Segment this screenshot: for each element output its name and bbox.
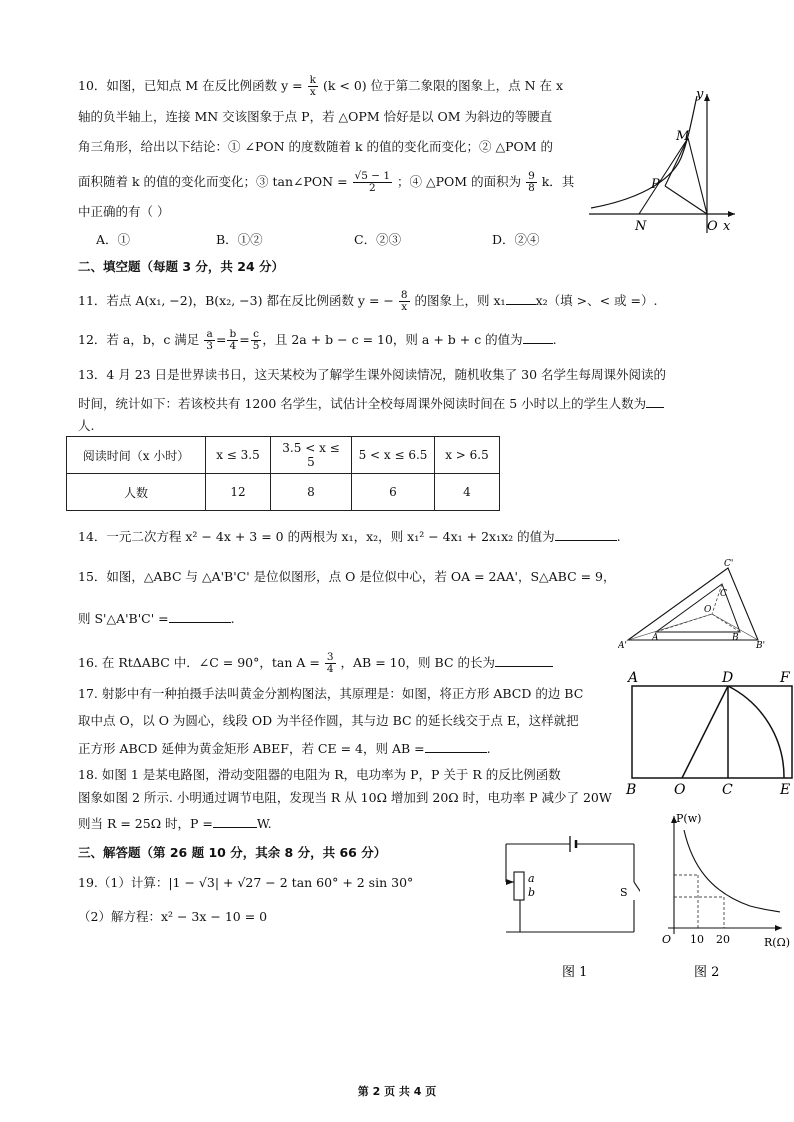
label-E: E xyxy=(780,782,791,798)
section-3-heading: 三、解答题（第 26 题 10 分，其余 8 分，共 66 分） xyxy=(78,845,387,860)
table-row xyxy=(67,474,500,511)
label-P-axis: P(w) xyxy=(676,812,702,825)
label-D: D xyxy=(722,670,734,686)
pr-graph-figure xyxy=(650,810,794,990)
label-A-prime: A' xyxy=(618,641,627,651)
reading-time-table xyxy=(66,436,500,511)
label-S: S xyxy=(620,886,628,899)
fraction-tan: $\frac{√5 - 1}{2}$ xyxy=(354,170,391,194)
table-cell: 4 xyxy=(435,474,500,511)
tick-20: 20 xyxy=(716,933,730,946)
q12-blank xyxy=(523,331,553,344)
q10-option-d: D．②④ xyxy=(492,232,540,247)
table-header-cell: x > 6.5 xyxy=(435,437,500,474)
table-row xyxy=(67,437,500,474)
table-header-cell: x ≤ 3.5 xyxy=(206,437,271,474)
fraction-a-3: $\frac{a}{3}$ xyxy=(206,328,213,352)
q10-line1: 10．如图，已知点 M 在反比例函数 y = $\frac{k}{x}$ (k < 0) 位于第二象限的图象上，点 N 在 x xyxy=(78,74,564,98)
table-header-cell: 阅读时间（x 小时） xyxy=(67,437,206,474)
q18-line1: 18. 如图 1 是某电路图，滑动变阻器的电阻为 R，电功率为 P，P 关于 R 的反比例函数 xyxy=(78,767,561,782)
label-A: A xyxy=(652,633,659,643)
q13-line2: 时间，统计如下：若该校共有 1200 名学生，试估计全校每周课外阅读时间在 5 小时以上的学生人数为 xyxy=(78,395,664,412)
table-header-cell: 5 < x ≤ 6.5 xyxy=(352,437,435,474)
q15-line2: 则 S'△A'B'C' = . xyxy=(78,611,235,626)
label-C-prime: C' xyxy=(724,559,734,569)
label-B: B xyxy=(626,782,637,798)
q10-line5: 中正确的有（ ） xyxy=(78,204,170,219)
label-b: b xyxy=(528,886,536,899)
label-P: P xyxy=(651,177,660,192)
q13-line1: 13．4 月 23 日是世界读书日，这天某校为了解学生课外阅读情况，随机收集了 30 名学生每周课外阅读的 xyxy=(78,367,667,382)
q17-figure xyxy=(624,668,794,800)
page-footer: 第 2 页 共 4 页 xyxy=(357,1085,437,1098)
q17-line2: 取中点 O，以 O 为圆心，线段 OD 为半径作圆，其与边 BC 的延长线交于点 E，这样就把 xyxy=(78,713,579,728)
table-header-cell: 3.5 < x ≤ 5 xyxy=(271,437,352,474)
q11-blank xyxy=(506,292,536,305)
q12: 12．若 a，b，c 满足 $\frac{a}{3}$ = $\frac{b}{4}$ = $\frac{c}{5}$ ，且 2a + b − c = 10，则 a + b + c 的值为 . xyxy=(78,328,557,352)
table-cell: 8 xyxy=(271,474,352,511)
circuit-figure xyxy=(500,830,640,990)
q10-option-c: C．②③ xyxy=(354,232,402,247)
q17-line3: 正方形 ABCD 延伸为黄金矩形 ABEF，若 CE = 4，则 AB = . xyxy=(78,741,491,756)
q16-blank xyxy=(495,654,553,667)
fraction-3-4: $\frac{3}{4}$ xyxy=(326,651,334,675)
q10-figure xyxy=(585,88,745,238)
q10-option-b: B．①② xyxy=(216,232,263,247)
q15-line1: 15．如图，△ABC 与 △A'B'C' 是位似图形，点 O 是位似中心，若 OA = 2AA'，S△ABC = 9， xyxy=(78,569,616,584)
q10-line3: 角三角形，给出以下结论：① ∠PON 的度数随着 k 的值的变化而变化；② △POM 的 xyxy=(78,139,554,154)
label-B-prime: B' xyxy=(756,641,766,651)
table-cell: 6 xyxy=(352,474,435,511)
label-a: a xyxy=(528,872,535,885)
label-x: x xyxy=(723,219,731,234)
label-N: N xyxy=(635,219,647,234)
q19-line2: （2）解方程：x² − 3x − 10 = 0 xyxy=(78,909,268,924)
section-2-heading: 二、填空题（每题 3 分，共 24 分） xyxy=(78,259,285,274)
q19-line1: 19.（1）计算：|1 − √3| + √27 − 2 tan 60° + 2 sin 30° xyxy=(78,875,414,890)
q10-line4: 面积随着 k 的值的变化而变化；③ tan∠PON = $\frac{√5 - 1}{2}$ ；④ △POM 的面积为 $\frac{9}{8}$ k．其 xyxy=(78,170,575,194)
label-A: A xyxy=(628,670,639,686)
fraction-8-x: $\frac{8}{x}$ xyxy=(400,289,408,313)
q17-blank xyxy=(425,740,487,753)
label-y: y xyxy=(696,88,704,102)
q14-blank xyxy=(555,528,617,541)
tick-10: 10 xyxy=(690,933,704,946)
q18-line2: 图象如图 2 所示. 小明通过调节电阻，发现当 R 从 10Ω 增加到 20Ω 时，电功率 P 减少了 20W xyxy=(78,790,612,805)
q14: 14．一元二次方程 x² − 4x + 3 = 0 的两根为 x₁，x₂，则 x₁² − 4x₁ + 2x₁x₂ 的值为 . xyxy=(78,529,621,544)
q18-line3: 则当 R = 25Ω 时，P = W. xyxy=(78,816,272,831)
fig2-caption: 图 2 xyxy=(694,965,720,980)
label-C: C xyxy=(722,782,733,798)
q13-line3: 人. xyxy=(78,418,95,433)
q18-blank xyxy=(213,815,257,828)
table-cell: 人数 xyxy=(67,474,206,511)
label-O: O xyxy=(662,933,672,946)
label-F: F xyxy=(780,670,790,686)
label-O: O xyxy=(704,605,712,615)
q16: 16. 在 RtΔABC 中．∠C = 90°，tan A = $\frac{3}{4}$ ，AB = 10，则 BC 的长为 xyxy=(78,652,553,675)
label-M: M xyxy=(676,129,690,144)
q15-blank xyxy=(169,610,231,623)
fig1-caption: 图 1 xyxy=(562,965,588,980)
q17-line1: 17. 射影中有一种拍摄手法叫黄金分割构图法，其原理是：如图，将正方形 ABCD 的边 BC xyxy=(78,686,584,701)
fraction-b-4: $\frac{b}{4}$ xyxy=(229,328,237,352)
q10-line2: 轴的负半轴上，连接 MN 交该图象于点 P，若 △OPM 恰好是以 OM 为斜边的等腰直 xyxy=(78,109,553,124)
table-cell: 12 xyxy=(206,474,271,511)
fraction-c-5: $\frac{c}{5}$ xyxy=(252,328,260,352)
q10-option-a: A．① xyxy=(96,232,131,247)
label-C: C xyxy=(720,589,727,599)
q11: 11．若点 A(x₁, −2)，B(x₂, −3) 都在反比例函数 y = − $\frac{8}{x}$ 的图象上，则 x₁ x₂（填 >、< 或 =）. xyxy=(78,289,658,313)
fraction-9-8: $\frac{9}{8}$ xyxy=(528,170,535,194)
q15-figure xyxy=(618,556,768,652)
q13-blank xyxy=(646,395,664,408)
label-B: B xyxy=(732,633,739,643)
fraction-k-over-x: $\frac{k}{x}$ xyxy=(309,74,316,98)
label-R-axis: R(Ω) xyxy=(764,936,790,949)
label-O: O xyxy=(674,782,686,798)
label-O: O xyxy=(707,219,718,234)
